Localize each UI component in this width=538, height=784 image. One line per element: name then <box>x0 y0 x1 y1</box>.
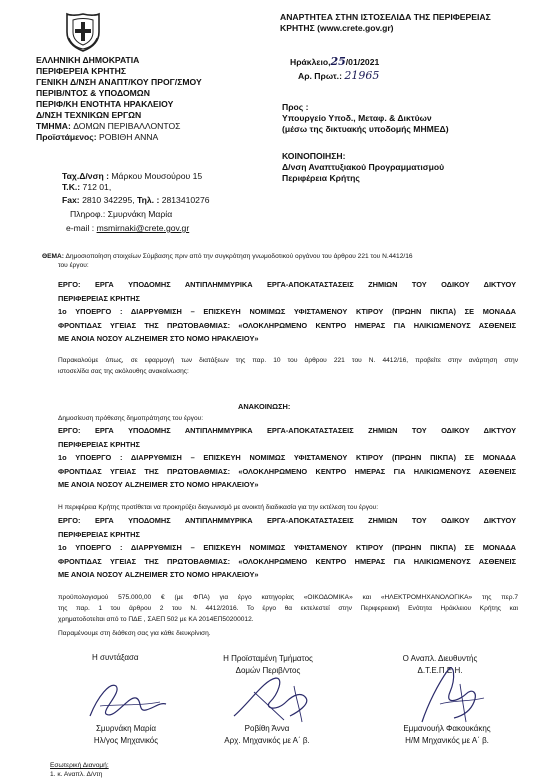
signature-2-role: Αρχ. Μηχανικός με Α΄ β. <box>224 736 310 745</box>
work-title-repeat-4: ΦΡΟΝΤΙΔΑΣ ΥΓΕΙΑΣ ΤΗΣ ΠΡΩΤΟΒΑΘΜΙΑΣ: «ΟΛΟΚΛΗΡΩΜΕΝΟ ΚΕΝΤΡΟ ΗΜΕΡΑΣ ΓΙΑ ΗΛΙΚΙΩΜΕΝΟΥΣ ΑΣΘΕΝΕΙΣ <box>58 466 516 476</box>
cc-label: ΚΟΙΝΟΠΟΙΗΣΗ: <box>282 151 346 161</box>
signature-1-role: Ηλ/γος Μηχανικός <box>93 736 159 745</box>
budget-line-3: χρηματοδοτείται από το ΠΔΕ , ΣΑΕΠ 502 με ΚΑ 2014ΕΠ50200012. <box>58 616 254 623</box>
work-title-third-5: ΜΕ ΑΝΟΙΑ ΝΟΣΟΥ ALZHEIMER ΣΤΟ ΝΟΜΟ ΗΡΑΚΛΕΙΟΥ» <box>58 570 259 579</box>
work-title-third-2: ΠΕΡΙΦΕΡΕΙΑΣ ΚΡΗΤΗΣ <box>58 529 140 539</box>
email-link[interactable]: msmirnaki@crete.gov.gr <box>96 223 190 233</box>
announcement-heading: ΑΝΑΚΟΙΝΩΣΗ: <box>238 402 291 411</box>
signature-3-title-2: Δ.Τ.Ε.Π.Ε.Η. <box>417 666 463 675</box>
publish-notice-line-1: ΑΝΑΡΤΗΤΕΑ ΣΤΗΝ ΙΣΤΟΣΕΛΙΔΑ ΤΗΣ ΠΕΡΙΦΕΡΕΙΑΣ <box>280 12 491 22</box>
department-line: ΤΜΗΜΑ: ΔΟΜΩΝ ΠΕΡΙΒΑΛΛΟΝΤΟΣ <box>36 121 181 131</box>
subject-line: ΘΕΜΑ: Δημοσιοποίηση στοιχείων Σύμβασης πριν από την συγκρότηση γνωμοδοτικού οργάνου του άρθρου 221 του Ν.4412/16 <box>42 253 413 260</box>
work-title-5: ΜΕ ΑΝΟΙΑ ΝΟΣΟΥ ALZHEIMER ΣΤΟ ΝΟΜΟ ΗΡΑΚΛΕΙΟΥ» <box>58 334 259 343</box>
closing-line: Παραμένουμε στη διάθεση σας για κάθε διευκρίνιση. <box>58 630 211 637</box>
work-title-repeat-3: 1ο ΥΠΟΕΡΓΟ : ΔΙΑΡΡΥΘΜΙΣΗ – ΕΠΙΣΚΕΥΗ ΝΟΜΙΜΩΣ ΥΦΙΣΤΑΜΕΝΟΥ ΚΤΙΡΟΥ (ΠΡΩΗΝ ΠΙΚΠΑ) ΣΕ ΜΟΝΑΔΑ <box>58 453 516 462</box>
environment-infrastructure: ΠΕΡΙΒ/ΝΤΟΣ & ΥΠΟΔΟΜΩΝ <box>36 88 150 98</box>
regional-unit: ΠΕΡΙΦ/ΚΗ ΕΝΟΤΗΤΑ ΗΡΑΚΛΕΙΟΥ <box>36 99 174 109</box>
work-title-2: ΠΕΡΙΦΕΡΕΙΑΣ ΚΡΗΤΗΣ <box>58 293 140 303</box>
address-line: Ταχ.Δ/νση : Μάρκου Μουσούρου 15 <box>62 171 203 181</box>
info-line: Πληροφ.: Σμυρνάκη Μαρία <box>70 209 173 219</box>
signature-1-name: Σμυρνάκη Μαρία <box>95 724 157 733</box>
handwritten-signature-2 <box>224 672 324 726</box>
work-title-repeat-2: ΠΕΡΙΦΕΡΕΙΑΣ ΚΡΗΤΗΣ <box>58 439 140 449</box>
signature-1-title: Η συντάξασα <box>92 653 139 662</box>
general-directorate: ΓΕΝΙΚΗ Δ/ΝΣΗ ΑΝΑΠΤ/ΚΟΥ ΠΡΟΓ/ΣΜΟΥ <box>36 77 202 87</box>
subject-line-2: του έργου: <box>58 262 89 269</box>
request-line-2: ιστοσελίδα σας της ακόλουθης ανακοίνωσης: <box>58 368 189 375</box>
email-line: e-mail : msmirnaki@crete.gov.gr <box>66 223 190 233</box>
fax-tel-line: Fax: 2810 342295, Τηλ. : 2813410276 <box>62 195 210 205</box>
signature-2-title-2: Δομών Περιβ/ντος <box>235 666 301 675</box>
work-title-repeat-1: ΕΡΓΟ: ΕΡΓΑ ΥΠΟΔΟΜΗΣ ΑΝΤΙΠΛΗΜΜΥΡΙΚΑ ΕΡΓΑ-ΑΠΟΚΑΤΑΣΤΑΣΕΙΣ ΖΗΜΙΩΝ ΤΟΥ ΟΔΙΚΟΥ ΔΙΚΤΥΟΥ <box>58 426 516 435</box>
publish-notice-line-2: ΚΡΗΤΗΣ (www.crete.gov.gr) <box>280 23 394 33</box>
head-line: Προϊστάμενος: ΡΟΒΙΘΗ ΑΝΝΑ <box>36 132 159 142</box>
technical-works-directorate: Δ/ΝΣΗ ΤΕΧΝΙΚΩΝ ΕΡΓΩΝ <box>36 110 142 120</box>
postcode-line: Τ.Κ.: 712 01, <box>62 182 112 192</box>
region-title: ΠΕΡΙΦΕΡΕΙΑ ΚΡΗΤΗΣ <box>36 66 127 76</box>
date-line: Ηράκλειο,25/01/2021 <box>290 55 380 68</box>
work-title-repeat-5: ΜΕ ΑΝΟΙΑ ΝΟΣΟΥ ALZHEIMER ΣΤΟ ΝΟΜΟ ΗΡΑΚΛΕΙΟΥ» <box>58 480 259 489</box>
budget-line-2: της παρ. 1 του άρθρου 2 του Ν. 4412/2016. Το έργο θα εκτελεστεί στην Περιφερειακή Ενότητα Ηράκλειου Κρήτης και <box>58 605 518 612</box>
work-title-1: ΕΡΓΟ: ΕΡΓΑ ΥΠΟΔΟΜΗΣ ΑΝΤΙΠΛΗΜΜΥΡΙΚΑ ΕΡΓΑ-ΑΠΟΚΑΤΑΣΤΑΣΕΙΣ ΖΗΜΙΩΝ ΤΟΥ ΟΔΙΚΟΥ ΔΙΚΤΥΟΥ <box>58 280 516 289</box>
signature-2-title-1: Η Προϊσταμένη Τμήματος <box>223 654 313 663</box>
work-title-4: ΦΡΟΝΤΙΔΑΣ ΥΓΕΙΑΣ ΤΗΣ ΠΡΩΤΟΒΑΘΜΙΑΣ: «ΟΛΟΚΛΗΡΩΜΕΝΟ ΚΕΝΤΡΟ ΗΜΕΡΑΣ ΓΙΑ ΗΛΙΚΙΩΜΕΝΟΥΣ ΑΣΘΕΝΕΙΣ <box>58 320 516 330</box>
work-title-third-4: ΦΡΟΝΤΙΔΑΣ ΥΓΕΙΑΣ ΤΗΣ ΠΡΩΤΟΒΑΘΜΙΑΣ: «ΟΛΟΚΛΗΡΩΜΕΝΟ ΚΕΝΤΡΟ ΗΜΕΡΑΣ ΓΙΑ ΗΛΙΚΙΩΜΕΝΟΥΣ ΑΣΘΕΝΕΙΣ <box>58 556 516 566</box>
distribution-label: Εσωτερική Διανομή: <box>50 762 109 769</box>
greek-emblem <box>64 12 102 52</box>
procedure-line: Η περιφέρεια Κρήτης προτίθεται να προκηρύξει διαγωνισμό με ανοικτή διαδικασία για την εκτέλεση του έργου: <box>58 504 379 511</box>
to-label: Προς : <box>282 102 309 112</box>
intent-line: Δημοσίευση πρόθεσης δημοπράτησης του έργου: <box>58 415 204 422</box>
signature-3-name: Εμμανουήλ Φακουκάκης <box>403 724 491 733</box>
signature-3-role: Η/Μ Μηχανικός με Α΄ β. <box>405 736 489 745</box>
republic-title: ΕΛΛΗΝΙΚΗ ΔΗΜΟΚΡΑΤΙΑ <box>36 55 140 65</box>
handwritten-signature-3 <box>404 664 494 726</box>
signature-2-name: Ροβίθη Άννα <box>244 724 290 733</box>
distribution-item-1: 1. κ. Αναπλ. Δ/ντη <box>50 771 103 778</box>
cc-directorate: Δ/νση Αναπτυξιακού Προγραμματισμού <box>282 162 445 172</box>
to-mimed: (μέσω της δικτυακής υποδομής ΜΗΜΕΔ) <box>282 124 449 134</box>
to-ministry: Υπουργείο Υποδ., Μεταφ. & Δικτύων <box>282 113 432 123</box>
handwritten-signature-1 <box>80 676 170 726</box>
budget-line-1: προϋπολογισμού 575.000,00 € (με ΦΠΑ) για έργο κατηγορίας «ΟΙΚΟΔΟΜΙΚΑ» και «ΗΛΕΚΤΡΟΜΗΧΑΝΟΛΟΓΙΚΑ» της περ.7 <box>58 594 518 601</box>
work-title-third-1: ΕΡΓΟ: ΕΡΓΑ ΥΠΟΔΟΜΗΣ ΑΝΤΙΠΛΗΜΜΥΡΙΚΑ ΕΡΓΑ-ΑΠΟΚΑΤΑΣΤΑΣΕΙΣ ΖΗΜΙΩΝ ΤΟΥ ΟΔΙΚΟΥ ΔΙΚΤΥΟΥ <box>58 516 516 525</box>
work-title-3: 1ο ΥΠΟΕΡΓΟ : ΔΙΑΡΡΥΘΜΙΣΗ – ΕΠΙΣΚΕΥΗ ΝΟΜΙΜΩΣ ΥΦΙΣΤΑΜΕΝΟΥ ΚΤΙΡΟΥ (ΠΡΩΗΝ ΠΙΚΠΑ) ΣΕ ΜΟΝΑΔΑ <box>58 307 516 316</box>
request-line-1: Παρακαλούμε όπως, σε εφαρμογή των διατάξεων της παρ. 10 του άρθρου 221 του Ν. 4412/16, προβείτε στην ανάρτηση στην <box>58 357 518 364</box>
protocol-line: Αρ. Πρωτ.: 21965 <box>298 69 380 82</box>
work-title-third-3: 1ο ΥΠΟΕΡΓΟ : ΔΙΑΡΡΥΘΜΙΣΗ – ΕΠΙΣΚΕΥΗ ΝΟΜΙΜΩΣ ΥΦΙΣΤΑΜΕΝΟΥ ΚΤΙΡΟΥ (ΠΡΩΗΝ ΠΙΚΠΑ) ΣΕ ΜΟΝΑΔΑ <box>58 543 516 552</box>
cc-region: Περιφέρεια Κρήτης <box>282 173 360 183</box>
signature-3-title-1: Ο Αναπλ. Διευθυντής <box>402 654 478 663</box>
